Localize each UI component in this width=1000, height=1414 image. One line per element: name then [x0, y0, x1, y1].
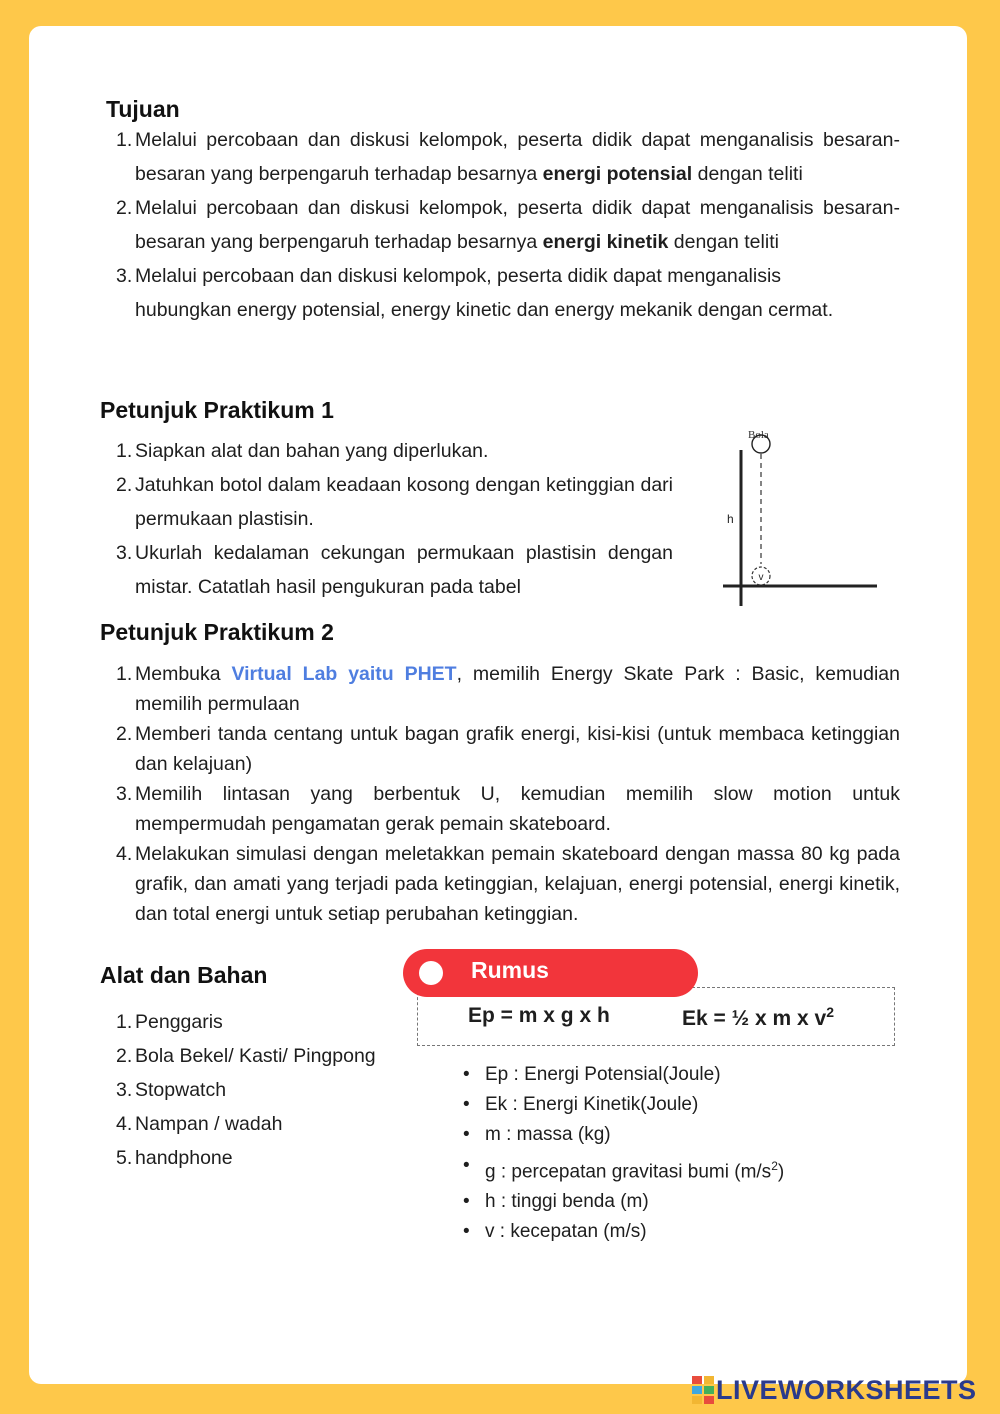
praktikum2-list: [116, 659, 900, 929]
falling-ball-diagram: [715, 424, 885, 610]
tujuan-item-2: 2. Melalui percobaan dan diskusi kelompok, peserta didik dapat menganalisis besaran-besaran yang berpengaruh terhadap besarnya energi kinetik dengan teliti: [116, 197, 900, 253]
rumus-badge: [403, 949, 698, 997]
phet-link[interactable]: Virtual Lab yaitu PHET: [231, 663, 457, 685]
praktikum2-item-3: 3. Memilih lintasan yang berbentuk U, kemudian memilih slow motion untuk mempermudah pengamatan gerak pemain skateboard.: [116, 783, 900, 835]
praktikum2-heading: Petunjuk Praktikum 2: [100, 619, 334, 645]
alat-item-5: 5. handphone: [116, 1147, 233, 1169]
velocity-label: v: [758, 572, 764, 583]
liveworksheets-logo: [692, 1374, 977, 1406]
formula-ek: Ek = ½ x m x $v^2$: [682, 1004, 834, 1030]
alat-list: [116, 1005, 406, 1175]
rumus-label: Rumus: [471, 957, 549, 983]
def-h: • h : tinggi benda (m): [463, 1187, 784, 1217]
alat-item-4: 4. Nampan / wadah: [116, 1113, 283, 1135]
height-label: h: [727, 512, 734, 526]
tujuan-item-1: 1. Melalui percobaan dan diskusi kelompok, peserta didik dapat menganalisis besaran-besaran yang berpengaruh terhadap besarnya energi potensial dengan teliti: [116, 129, 900, 185]
def-v: • v : kecepatan (m/s): [463, 1217, 784, 1247]
praktikum1-list: [116, 434, 673, 604]
alat-item-2: 2. Bola Bekel/ Kasti/ Pingpong: [116, 1045, 376, 1067]
praktikum1-heading: Petunjuk Praktikum 1: [100, 397, 334, 423]
def-ek: • Ek : Energi Kinetik(Joule): [463, 1090, 784, 1120]
praktikum2-item-4: 4. Melakukan simulasi dengan meletakkan pemain skateboard dengan massa 80 kg pada grafik, dan amati yang terjadi pada ketinggian, kelajuan, energi potensial, energi kinetik, dan total energi untuk setiap perubahan ketinggian.: [116, 843, 900, 925]
def-g: • g : percepatan gravitasi bumi $(m/s^2)$: [463, 1151, 784, 1188]
praktikum1-item-1: 1. Siapkan alat dan bahan yang diperlukan.: [116, 440, 489, 462]
rumus-definitions: [463, 1060, 784, 1248]
liveworksheets-wordmark: LIVEWORKSHEETS: [716, 1374, 977, 1405]
rumus-dot-icon: [419, 961, 443, 985]
alat-heading: Alat dan Bahan: [100, 962, 268, 988]
tujuan-heading: Tujuan: [106, 96, 180, 122]
praktikum2-item-2: 2. Memberi tanda centang untuk bagan grafik energi, kisi-kisi (untuk membaca ketinggian dan kelajuan): [116, 723, 900, 775]
alat-item-3: 3. Stopwatch: [116, 1079, 227, 1101]
praktikum1-item-3: 3. Ukurlah kedalaman cekungan permukaan plastisin dengan mistar. Catatlah hasil pengukuran pada tabel: [116, 542, 673, 598]
praktikum2-item-1: 1. Membuka Virtual Lab yaitu PHET, memilih Energy Skate Park : Basic, kemudian memilih permulaan: [116, 663, 900, 715]
def-m: • m : massa (kg): [463, 1120, 784, 1150]
ball-label: Bola: [748, 429, 769, 441]
tujuan-item-3: 3. Melalui percobaan dan diskusi kelompok, peserta didik dapat menganalisis hubungkan energy potensial, energy kinetic dan energy mekanik dengan cermat.: [116, 265, 834, 321]
tujuan-list: [116, 123, 900, 327]
liveworksheets-logo-icon: [692, 1376, 716, 1404]
def-ep: • Ep : Energi Potensial(Joule): [463, 1060, 784, 1090]
alat-item-1: 1. Penggaris: [116, 1011, 223, 1033]
praktikum1-item-2: 2. Jatuhkan botol dalam keadaan kosong dengan ketinggian dari permukaan plastisin.: [116, 474, 673, 530]
formula-ep: Ep = m x g x h: [468, 1004, 610, 1027]
